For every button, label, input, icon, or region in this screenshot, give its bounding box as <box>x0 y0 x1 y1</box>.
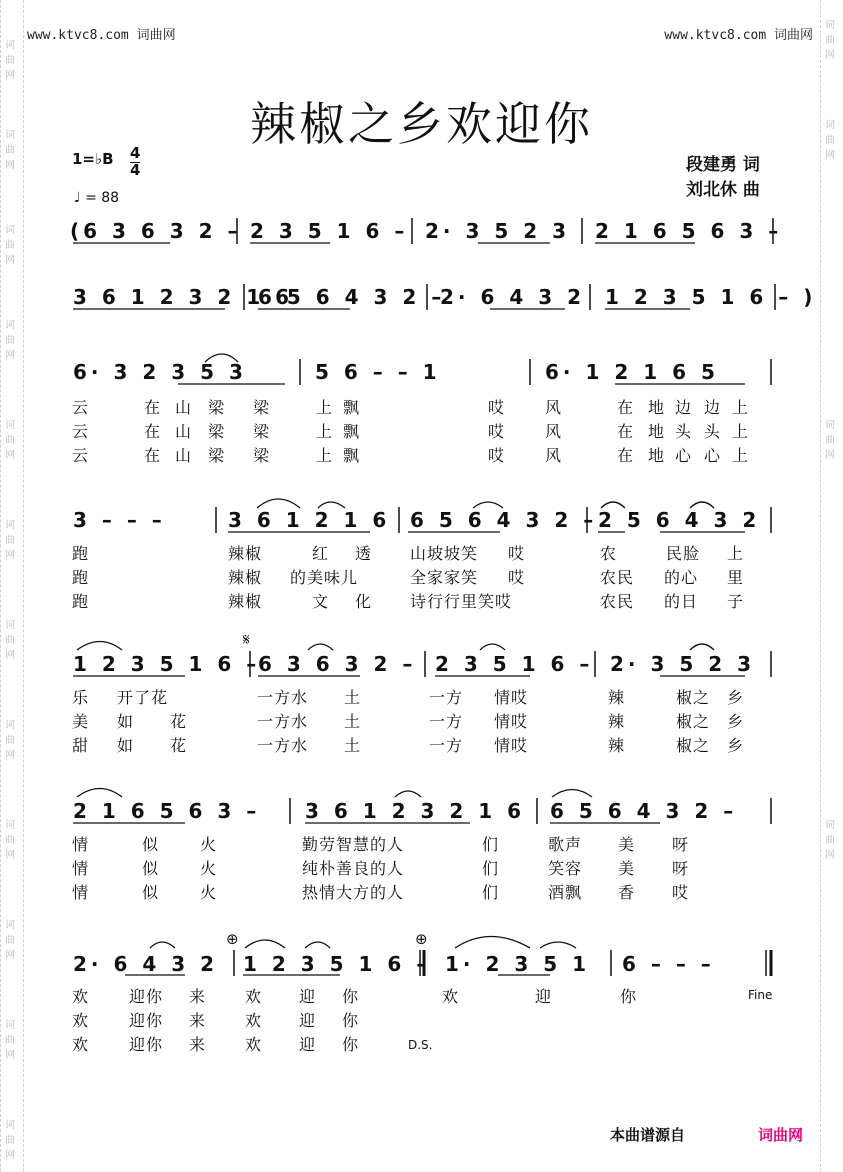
watermark-char: 词 <box>825 20 835 31</box>
watermark-char: 词 <box>5 1120 15 1131</box>
time-signature-top: 4 <box>130 144 141 162</box>
watermark-char: 网 <box>5 450 15 461</box>
notation-segment: 1 2 3 5 1 6 – <box>73 652 261 676</box>
watermark-char: 网 <box>5 650 15 661</box>
watermark-char: 曲 <box>825 435 835 446</box>
watermark-char: 词 <box>5 420 15 431</box>
footer-brand-link[interactable]: 词曲网 <box>758 1126 804 1144</box>
watermark-char: 网 <box>5 70 15 81</box>
notation-segment: 6 5 6 4 3 2 – <box>258 285 446 309</box>
watermark-char: 曲 <box>5 935 15 946</box>
notation-segment: 6 5 6 4 3 2 – <box>550 799 738 823</box>
notation-segment: 2 5 6 4 3 2 <box>598 508 761 532</box>
watermark-char: 词 <box>5 620 15 631</box>
watermark-char: 词 <box>5 40 15 51</box>
notation-segment: 1 2 3 5 1 6 – <box>243 952 431 976</box>
footer-source-label: 本曲谱源自 <box>610 1126 686 1144</box>
notation-segment: 2 1 6 5 6 3 – <box>73 799 261 823</box>
notation-segment: 1· 2 3 5 1 <box>445 952 591 976</box>
notation-segment: 3 – – – <box>73 508 166 532</box>
watermark-char: 网 <box>825 50 835 61</box>
watermark-char: 词 <box>5 1020 15 1031</box>
watermark-char: 网 <box>5 160 15 171</box>
watermark-char: 曲 <box>825 35 835 46</box>
watermark-char: 词 <box>5 720 15 731</box>
coda-icon: ⊕ <box>226 930 239 948</box>
notation-segment: (6 3 6 3 2 – <box>70 219 242 243</box>
watermark-char: 词 <box>5 130 15 141</box>
watermark-char: 曲 <box>5 240 15 251</box>
notation-segment: 2 3 5 1 6 – <box>435 652 594 676</box>
coda-icon: ⊕ <box>415 930 428 948</box>
notation-segment: 2 1 6 5 6 3 – <box>595 219 783 243</box>
key-signature: 1=♭B <box>72 150 114 168</box>
watermark-char: 曲 <box>5 145 15 156</box>
watermark-char: 网 <box>5 1150 15 1161</box>
watermark-char: 网 <box>5 255 15 266</box>
watermark-char: 曲 <box>5 435 15 446</box>
watermark-char: 曲 <box>5 835 15 846</box>
notation-segment: 3 6 1 2 3 2 1 6 <box>305 799 526 823</box>
watermark-char: 词 <box>825 820 835 831</box>
watermark-char: 曲 <box>5 1035 15 1046</box>
watermark-char: 网 <box>5 350 15 361</box>
notation-segment: 6 5 6 4 3 2 – <box>410 508 598 532</box>
fine-marking: Fine <box>748 988 773 1002</box>
watermark-char: 词 <box>825 120 835 131</box>
watermark-char: 网 <box>825 150 835 161</box>
watermark-char: 曲 <box>5 635 15 646</box>
watermark-char: 曲 <box>5 535 15 546</box>
lyricist-credit: 段建勇 词 <box>686 155 760 175</box>
watermark-char: 网 <box>5 750 15 761</box>
header-url-right[interactable]: www.ktvc8.com 词曲网 <box>664 28 813 43</box>
watermark-char: 词 <box>825 420 835 431</box>
watermark-char: 曲 <box>5 55 15 66</box>
watermark-char: 词 <box>5 920 15 931</box>
notation-segment: 3 6 1 2 3 2 1 6 <box>73 285 294 309</box>
watermark-char: 曲 <box>5 1135 15 1146</box>
notation-segment: 6 – – – <box>622 952 715 976</box>
watermark-char: 曲 <box>5 335 15 346</box>
header-url-left[interactable]: www.ktvc8.com 词曲网 <box>27 28 176 43</box>
notation-segment: 1 2 3 5 1 6 – ) <box>605 285 817 309</box>
watermark-char: 词 <box>5 520 15 531</box>
segno-icon: 𝄋 <box>243 630 250 649</box>
notation-segment: 2· 3 5 2 3 <box>610 652 756 676</box>
watermark-char: 网 <box>5 950 15 961</box>
composer-credit: 刘北休 曲 <box>686 180 760 200</box>
watermark-char: 曲 <box>5 735 15 746</box>
notation-segment: 6· 3 2 3 5 3 <box>73 360 247 384</box>
quarter-note-icon: ♩ <box>74 190 81 206</box>
watermark-char: 网 <box>5 550 15 561</box>
watermark-char: 网 <box>5 850 15 861</box>
watermark-char: 词 <box>5 320 15 331</box>
notation-segment: 3 6 1 2 1 6 <box>228 508 391 532</box>
watermark-char: 网 <box>825 450 835 461</box>
watermark-char: 网 <box>5 1050 15 1061</box>
time-signature-bottom: 4 <box>130 161 141 179</box>
beam-underlines <box>73 243 745 975</box>
watermark-char: 网 <box>825 850 835 861</box>
notation-segment: 5 6 – – 1 <box>315 360 441 384</box>
notation-segment: 2· 6 4 3 2 <box>440 285 586 309</box>
notation-segment: 2· 3 5 2 3 <box>425 219 571 243</box>
watermark-char: 词 <box>5 820 15 831</box>
ds-marking: D.S. <box>408 1038 433 1052</box>
watermark-char: 词 <box>5 225 15 236</box>
tempo-value: = 88 <box>85 190 120 206</box>
notation-segment: 2 3 5 1 6 – <box>250 219 409 243</box>
notation-segment: 6· 1 2 1 6 5 <box>545 360 719 384</box>
song-title: 辣椒之乡欢迎你 <box>250 97 593 151</box>
watermark-char: 曲 <box>825 835 835 846</box>
watermark-char: 曲 <box>825 135 835 146</box>
notation-segment: 2· 6 4 3 2 <box>73 952 219 976</box>
notation-segment: 6 3 6 3 2 – <box>258 652 417 676</box>
